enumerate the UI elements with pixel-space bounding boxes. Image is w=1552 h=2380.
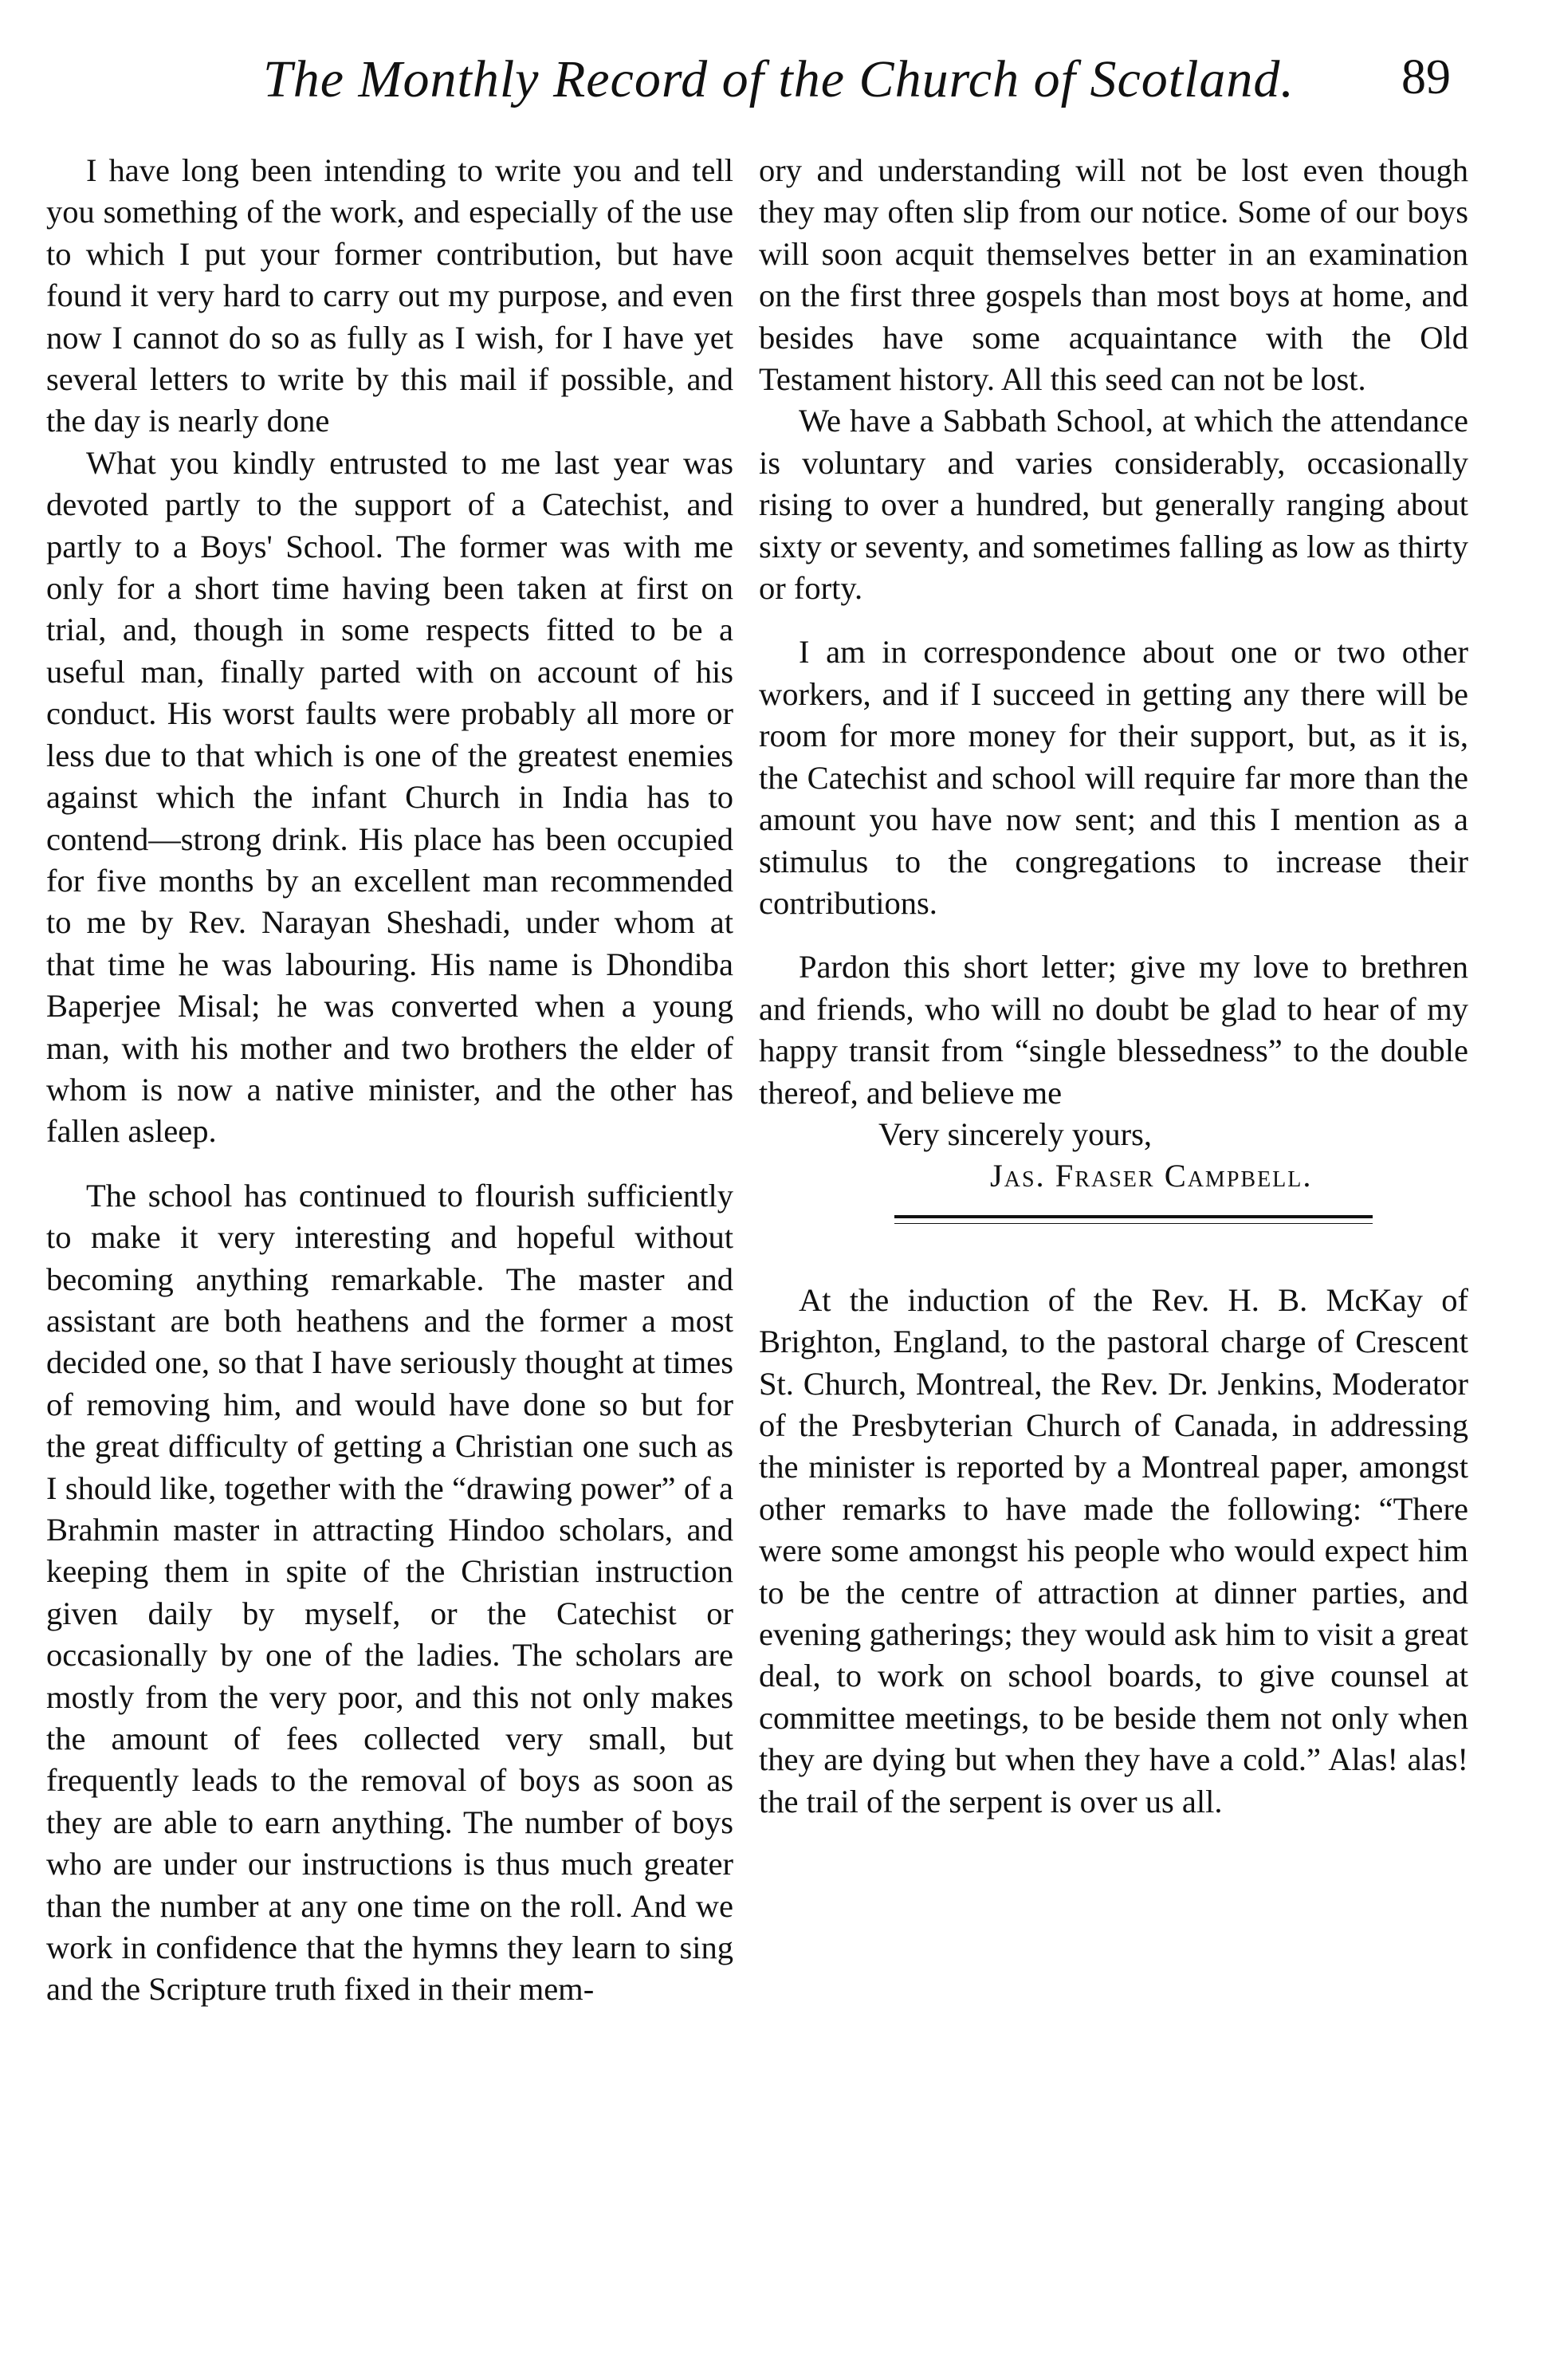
letter-paragraph-continued: ory and understanding will not be lost even though they may often slip from our notice. Some of our boys will soon acquit themselves better in an examination on the first three gospels than most boys at home, and besides have some acquaintance with the Old Testament history. All this seed can not be lost. [759,152,1468,398]
letter-signature: Jas. Fraser Campbell. [990,1158,1313,1194]
letter-paragraph-3: The school has continued to flourish sufficiently to make it very interesting and hopeful without becoming anything remarkable. The master and assistant are both heathens and the former a most decided one, so that I have seriously thought at times of removing him, and would have done so but for the great difficulty of getting a Christian one such as I should like, together with the “drawing power” of a Brahmin master in attracting Hindoo scholars, and keeping them in spite of the Christian instruction given daily by myself, or the Catechist or occasionally by one of the ladies. The scholars are mostly from the very poor, and this not only makes the amount of fees collected very small, but frequently leads to the removal of boys as soon as they are able to earn anything. The number of boys who are under our instructions is thus much greater than the number at any one time on the roll. And we work in confidence that the hymns they learn to sing and the Scripture truth fixed in their mem- [46,1177,733,2008]
divider-spacing [759,1224,1468,1280]
running-title: The Monthly Record of the Church of Scotland. [263,50,1295,108]
letter-paragraph-sabbath-school: We have a Sabbath School, at which the attendance is voluntary and varies considerably, occasionally rising to over a hundred, but generally ranging about sixty or seventy, and sometimes falling as low as thirty or forty. [759,403,1468,607]
letter-paragraph-1: I have long been intending to write you and tell you something of the work, and especially of the use to which I put your former contribution, but have found it very hard to carry out my purpose, and even now I cannot do so as fully as I wish, for I have yet several letters to write by this mail if possible, and the day is nearly done [46,152,733,439]
section-divider-rule [894,1215,1373,1224]
induction-article: At the induction of the Rev. H. B. McKay of Brighton, England, to the pastoral charge of Crescent St. Church, Montreal, the Rev. Dr. Jenkins, Moderator of the Presbyterian Church of Canada, in addressing the minister is reported by a Montreal paper, amongst other remarks to have made the following: “There were some amongst his people who would expect him to be the centre of attraction at dinner parties, and evening gatherings; they would ask him to visit a great deal, to work on school boards, to give counsel at committee meetings, to be beside them not only when they are dying but when they have a cold.” Alas! alas! the trail of the serpent is over us all. [759,1281,1468,1819]
right-column [759,150,1468,1823]
letter-paragraph-2: What you kindly entrusted to me last year was devoted partly to the support of a Catechist, and partly to a Boys' School. The former was with me only for a short time having been taken at first on trial, and, though in some respects fitted to be a useful man, finally parted with on account of his conduct. His worst faults were probably all more or less due to that which is one of the greatest enemies against which the infant Church in India has to contend—strong drink. His place has been occupied for five months by an excellent man recommended to me by Rev. Narayan Sheshadi, under whom at that time he was labouring. His name is Dhondiba Baperjee Misal; he was converted when a young man, with his mother and two brothers the elder of whom is now a native minister, and the other has fallen asleep. [46,444,733,1150]
letter-paragraph-correspondence: I am in correspondence about one or two other workers, and if I succeed in getting any there will be room for more money for their support, but, as it is, the Catechist and school will require far more than the amount you have now sent; and this I mention as a stimulus to the congregations to increase their contributions. [759,634,1468,921]
letter-paragraph-pardon: Pardon this short letter; give my love to brethren and friends, who will no doubt be glad to hear of my happy transit from “single blessedness” to the double thereof, and believe me [759,949,1468,1111]
left-column [46,150,733,2011]
page-number: 89 [1401,50,1451,104]
letter-closing: Very sincerely yours, [878,1115,1153,1152]
